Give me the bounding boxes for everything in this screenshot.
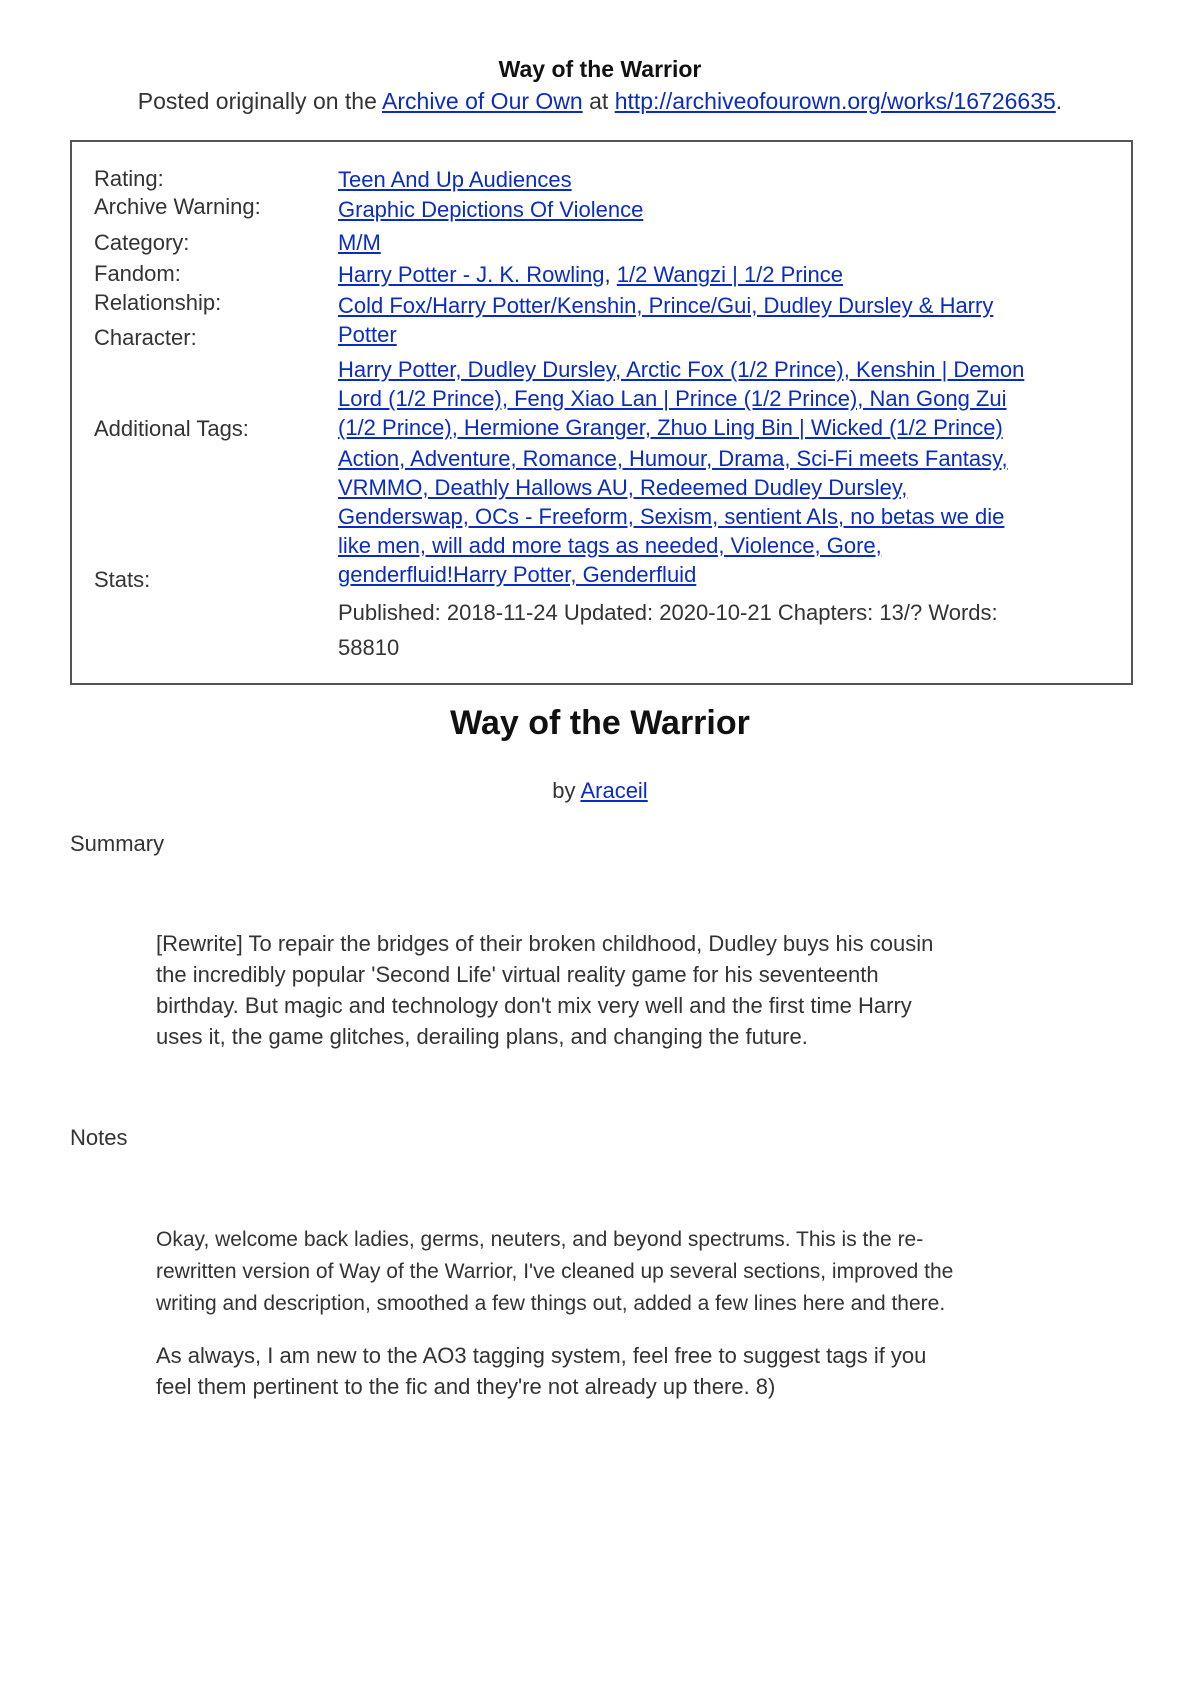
summary-line-3: birthday. But magic and technology don't mix very well and the first time Harry <box>156 993 912 1018</box>
summary-line-1: [Rewrite] To repair the bridges of their broken childhood, Dudley buys his cousin <box>156 931 934 956</box>
notes-p1-line-3: writing and description, smoothed a few things out, added a few lines here and there. <box>156 1292 946 1315</box>
notes-heading: Notes <box>70 1125 128 1150</box>
stats-value <box>338 595 1098 665</box>
additional-tags-line-5[interactable]: genderfluid!Harry Potter, Genderfluid <box>338 562 697 587</box>
character-tags-line-1[interactable]: Harry Potter, Dudley Dursley, Arctic Fox (1/2 Prince), Kenshin | Demon <box>338 357 1025 382</box>
notes-paragraph-1 <box>156 1224 1036 1320</box>
stats-line-1: Published: 2018-11-24 Updated: 2020-10-21 Chapters: 13/? Words: <box>338 600 998 625</box>
relationship-tags-line-2[interactable]: Potter <box>338 322 397 347</box>
archive-link[interactable]: Archive of Our Own <box>382 88 583 114</box>
notes-p1-line-1: Okay, welcome back ladies, germs, neuters, and beyond spectrums. This is the re- <box>156 1228 924 1251</box>
summary-line-2: the incredibly popular 'Second Life' virtual reality game for his seventeenth <box>156 962 879 987</box>
notes-p2-line-1: As always, I am new to the AO3 tagging system, feel free to suggest tags if you <box>156 1343 927 1368</box>
summary-heading: Summary <box>70 831 165 856</box>
fandom-separator: , <box>604 262 611 287</box>
character-value <box>338 355 1098 442</box>
document-header-title: Way of the Warrior <box>498 56 702 82</box>
additional-tags-line-1[interactable]: Action, Adventure, Romance, Humour, Drama, Sci-Fi meets Fantasy, <box>338 446 1008 471</box>
character-label: Character: <box>94 325 197 350</box>
fandom-value <box>338 260 1098 289</box>
fandom-tag-link-2[interactable]: 1/2 Wangzi | 1/2 Prince <box>616 262 843 287</box>
stats-label: Stats: <box>94 567 151 592</box>
relationship-value <box>338 291 1098 349</box>
character-tags-line-2[interactable]: Lord (1/2 Prince), Feng Xiao Lan | Prince (1/2 Prince), Nan Gong Zui <box>338 386 1007 411</box>
notes-paragraph-2 <box>156 1340 1036 1402</box>
additional-tags-line-2[interactable]: VRMMO, Deathly Hallows AU, Redeemed Dudley Dursley, <box>338 475 908 500</box>
category-value <box>338 228 1098 257</box>
summary-line-4: uses it, the game glitches, derailing plans, and changing the future. <box>156 1024 808 1049</box>
relationship-tags-line-1[interactable]: Cold Fox/Harry Potter/Kenshin, Prince/Gui, Dudley Dursley & Harry <box>338 293 994 318</box>
additional-tags-label: Additional Tags: <box>94 416 249 441</box>
rating-label: Rating: <box>94 166 164 191</box>
category-label: Category: <box>94 230 190 255</box>
rating-value <box>338 165 1098 194</box>
posted-period: . <box>1055 88 1063 114</box>
byline-by: by <box>552 778 576 803</box>
byline <box>0 778 1200 804</box>
rating-tag-link[interactable]: Teen And Up Audiences <box>338 167 572 192</box>
work-title: Way of the Warrior <box>450 704 750 742</box>
additional-tags-line-4[interactable]: like men, will add more tags as needed, Violence, Gore, <box>338 533 882 558</box>
character-tags-line-3[interactable]: (1/2 Prince), Hermione Granger, Zhuo Ling Bin | Wicked (1/2 Prince) <box>338 415 1003 440</box>
summary-text <box>156 928 1036 1052</box>
additional-tags-value <box>338 444 1098 589</box>
warning-tag-link[interactable]: Graphic Depictions Of Violence <box>338 197 644 222</box>
author-link[interactable]: Araceil <box>580 778 648 803</box>
fandom-tag-link-1[interactable]: Harry Potter - J. K. Rowling <box>338 262 605 287</box>
additional-tags-line-3[interactable]: Genderswap, OCs - Freeform, Sexism, sentient AIs, no betas we die <box>338 504 1005 529</box>
category-tag-link[interactable]: M/M <box>338 230 381 255</box>
archive-warning-value <box>338 195 1098 224</box>
notes-p2-line-2: feel them pertinent to the fic and they're not already up there. 8) <box>156 1374 776 1399</box>
fandom-label: Fandom: <box>94 261 181 286</box>
relationship-label: Relationship: <box>94 290 222 315</box>
notes-p1-line-2: rewritten version of Way of the Warrior, I've cleaned up several sections, improved the <box>156 1260 954 1283</box>
posted-originally-line <box>0 88 1200 115</box>
archive-warning-label: Archive Warning: <box>94 194 261 219</box>
stats-line-2: 58810 <box>338 635 400 660</box>
work-url-link[interactable]: http://archiveofourown.org/works/16726635 <box>614 88 1056 114</box>
posted-at: at <box>589 88 609 114</box>
posted-prefix: Posted originally on the <box>137 88 377 114</box>
